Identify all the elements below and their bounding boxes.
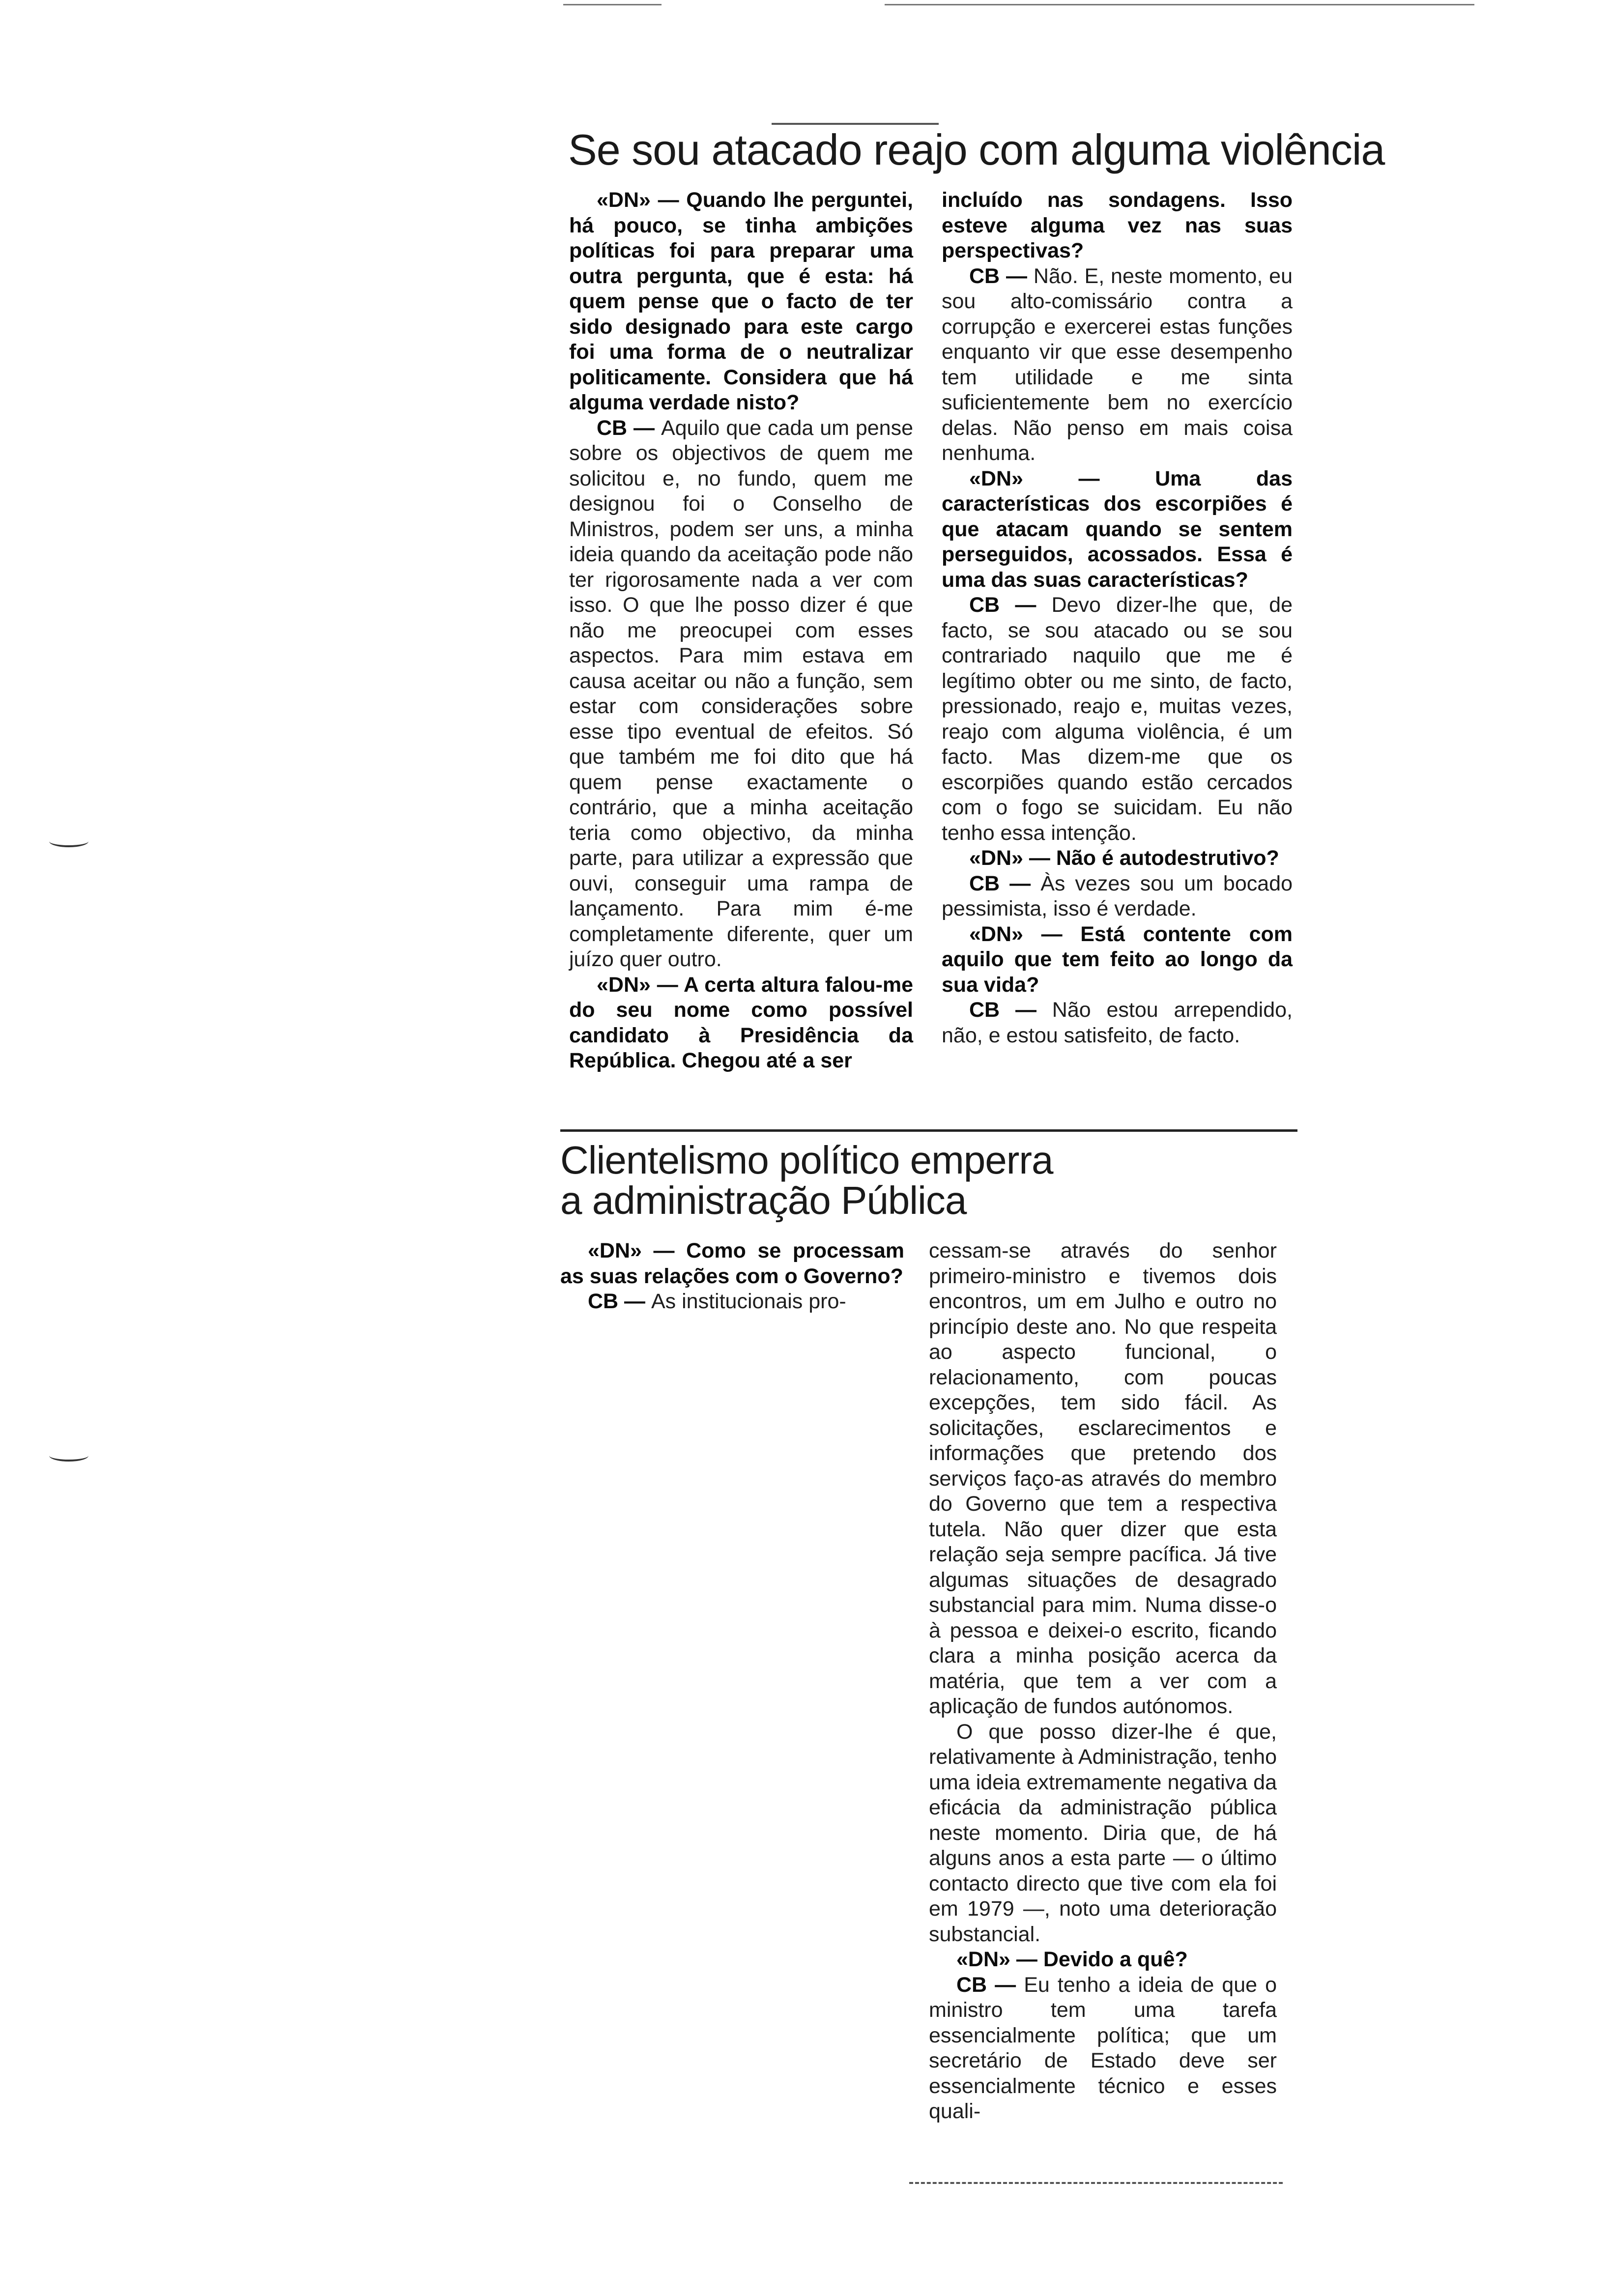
article-2-headline <box>560 1140 1053 1221</box>
article-2-column-2 <box>929 1238 1277 2124</box>
answer-text: O que posso dizer-lhe é que, relativamente à Administração, tenho uma ideia extremamente negativa da eficácia da administração pública neste momento. Diria que, de há alguns anos a esta parte — o último contacto directo que tive com ela foi em 1979 —, noto uma deterioração substancial. <box>929 1720 1277 1946</box>
speaker-label: «DN» — <box>969 466 1155 490</box>
interview-paragraph <box>929 1947 1277 1973</box>
interview-paragraph <box>929 1973 1277 2124</box>
interview-paragraph <box>942 998 1293 1048</box>
interview-paragraph <box>942 871 1293 922</box>
question-text: Está contente com aquilo que tem feito ao longo da sua vida? <box>942 922 1293 997</box>
speaker-label: «DN» — <box>969 846 1056 870</box>
interview-paragraph <box>569 416 913 973</box>
article-1-headline: Se sou atacado reajo com alguma violência <box>568 125 1385 174</box>
question-text: Não é autodestrutivo? <box>1056 846 1279 870</box>
interview-paragraph <box>929 1238 1277 1720</box>
binder-hole-mark <box>49 835 88 847</box>
question-text: Uma das características dos escorpiões é que atacam quando se sentem perseguidos, acossados. Essa é uma das suas características? <box>942 466 1293 592</box>
question-text: Devido a quê? <box>1043 1948 1188 1971</box>
question-text: Como se processam as suas relações com o Governo? <box>560 1239 904 1288</box>
interview-paragraph <box>942 264 1293 466</box>
binder-hole-mark <box>49 1450 88 1462</box>
answer-text: Às vezes sou um bocado pessimista, isso é verdade. <box>942 871 1293 920</box>
answer-text: cessam-se através do senhor primeiro-ministro e tivemos dois encontros, um em Julho e outro no princípio deste ano. No que respeita ao aspecto funcional, o relacionamento, com poucas excepções, tem sido fácil. As solicitações, esclarecimentos e informações que pretendo dos serviços faço-as através do membro do Governo que tem a respectiva tutela. Não quer dizer que esta relação seja sempre pacífica. Já tive algumas situações de desagrado substancial para mim. Numa disse-o à pessoa e deixei-o escrito, ficando clara a minha posição acerca da matéria, que tem a ver com a aplicação de fundos autónomos. <box>929 1239 1277 1718</box>
speaker-label: «DN» — <box>588 1239 687 1263</box>
article-1-column-1 <box>569 188 913 1074</box>
answer-text: As institucionais pro- <box>651 1290 846 1313</box>
answer-text: Não estou arrependido, não, e estou satisfeito, de facto. <box>942 998 1293 1047</box>
question-text: A certa altura falou-me do seu nome como possível candidato à Presidência da República. Chegou até a ser <box>569 973 914 1072</box>
interview-paragraph <box>942 466 1293 593</box>
interview-paragraph <box>560 1289 904 1315</box>
interview-paragraph <box>929 1720 1277 1948</box>
article-divider-rule <box>560 1129 1297 1132</box>
top-rule-left <box>563 4 662 5</box>
speaker-label: «DN» — <box>597 973 684 997</box>
article-2-headline-line-1: Clientelismo político emperra <box>560 1138 1053 1182</box>
speaker-label: CB — <box>969 998 1052 1022</box>
interview-paragraph <box>569 188 913 416</box>
question-text: incluído nas sondagens. Isso esteve alguma vez nas suas perspectivas? <box>942 188 1293 262</box>
speaker-label: CB — <box>969 593 1052 617</box>
print-smudge <box>909 2182 1283 2184</box>
speaker-label: CB — <box>969 871 1041 895</box>
top-rule-right <box>885 4 1474 5</box>
speaker-label: «DN» — <box>597 188 687 212</box>
article-2-headline-line-2: a administração Pública <box>560 1178 967 1222</box>
answer-text: Eu tenho a ideia de que o ministro tem uma tarefa essencialmente política; que um secretário de Estado deve ser essencialmente técnico e esses quali- <box>929 1973 1277 2123</box>
article-1-column-2 <box>942 188 1293 1048</box>
interview-paragraph <box>560 1238 904 1289</box>
answer-text: Aquilo que cada um pense sobre os objectivos de quem me solicitou e, no fundo, quem me designou foi o Conselho de Ministros, podem ser uns, a minha ideia quando da aceitação pode não ter rigorosamente nada a ver com isso. O que lhe posso dizer é que não me preocupei com esses aspectos. Para mim estava em causa aceitar ou não a função, sem estar com considerações sobre esse tipo eventual de efeitos. Só que também me foi dito que há quem pense exactamente o contrário, que a minha aceitação teria como objectivo, da minha parte, para utilizar a expressão que ouvi, conseguir uma rampa de lançamento. Para mim é-me completamente diferente, quer um juízo quer outro. <box>569 416 913 971</box>
interview-paragraph <box>942 188 1293 264</box>
interview-paragraph <box>942 846 1293 871</box>
interview-paragraph <box>569 973 913 1074</box>
speaker-label: CB — <box>597 416 661 440</box>
answer-text: Não. E, neste momento, eu sou alto-comissário contra a corrupção e exercerei estas funções enquanto vir que esse desempenho tem utilidade e me sinta suficientemente bem no exercício delas. Não penso em mais coisa nenhuma. <box>942 264 1293 465</box>
interview-paragraph <box>942 922 1293 998</box>
print-smudge <box>772 123 939 125</box>
speaker-label: «DN» — <box>969 922 1081 946</box>
question-text: Quando lhe perguntei, há pouco, se tinha ambições políticas foi para preparar uma outra pergunta, que é esta: há quem pense que o facto de ter sido designado para este cargo foi uma forma de o neutralizar politicamente. Considera que há alguma verdade nisto? <box>569 188 913 414</box>
speaker-label: CB — <box>588 1290 651 1313</box>
speaker-label: CB — <box>956 1973 1024 1997</box>
speaker-label: CB — <box>969 264 1034 288</box>
interview-paragraph <box>942 593 1293 846</box>
article-2-column-1 <box>560 1238 904 1315</box>
answer-text: Devo dizer-lhe que, de facto, se sou atacado ou se sou contrariado naquilo que me é legítimo obter ou me sinto, de facto, pressionado, reajo e, muitas vezes, reajo com alguma violência, é um facto. Mas dizem-me que os escorpiões quando estão cercados com o fogo se suicidam. Eu não tenho essa intenção. <box>942 593 1293 845</box>
speaker-label: «DN» — <box>956 1948 1043 1971</box>
